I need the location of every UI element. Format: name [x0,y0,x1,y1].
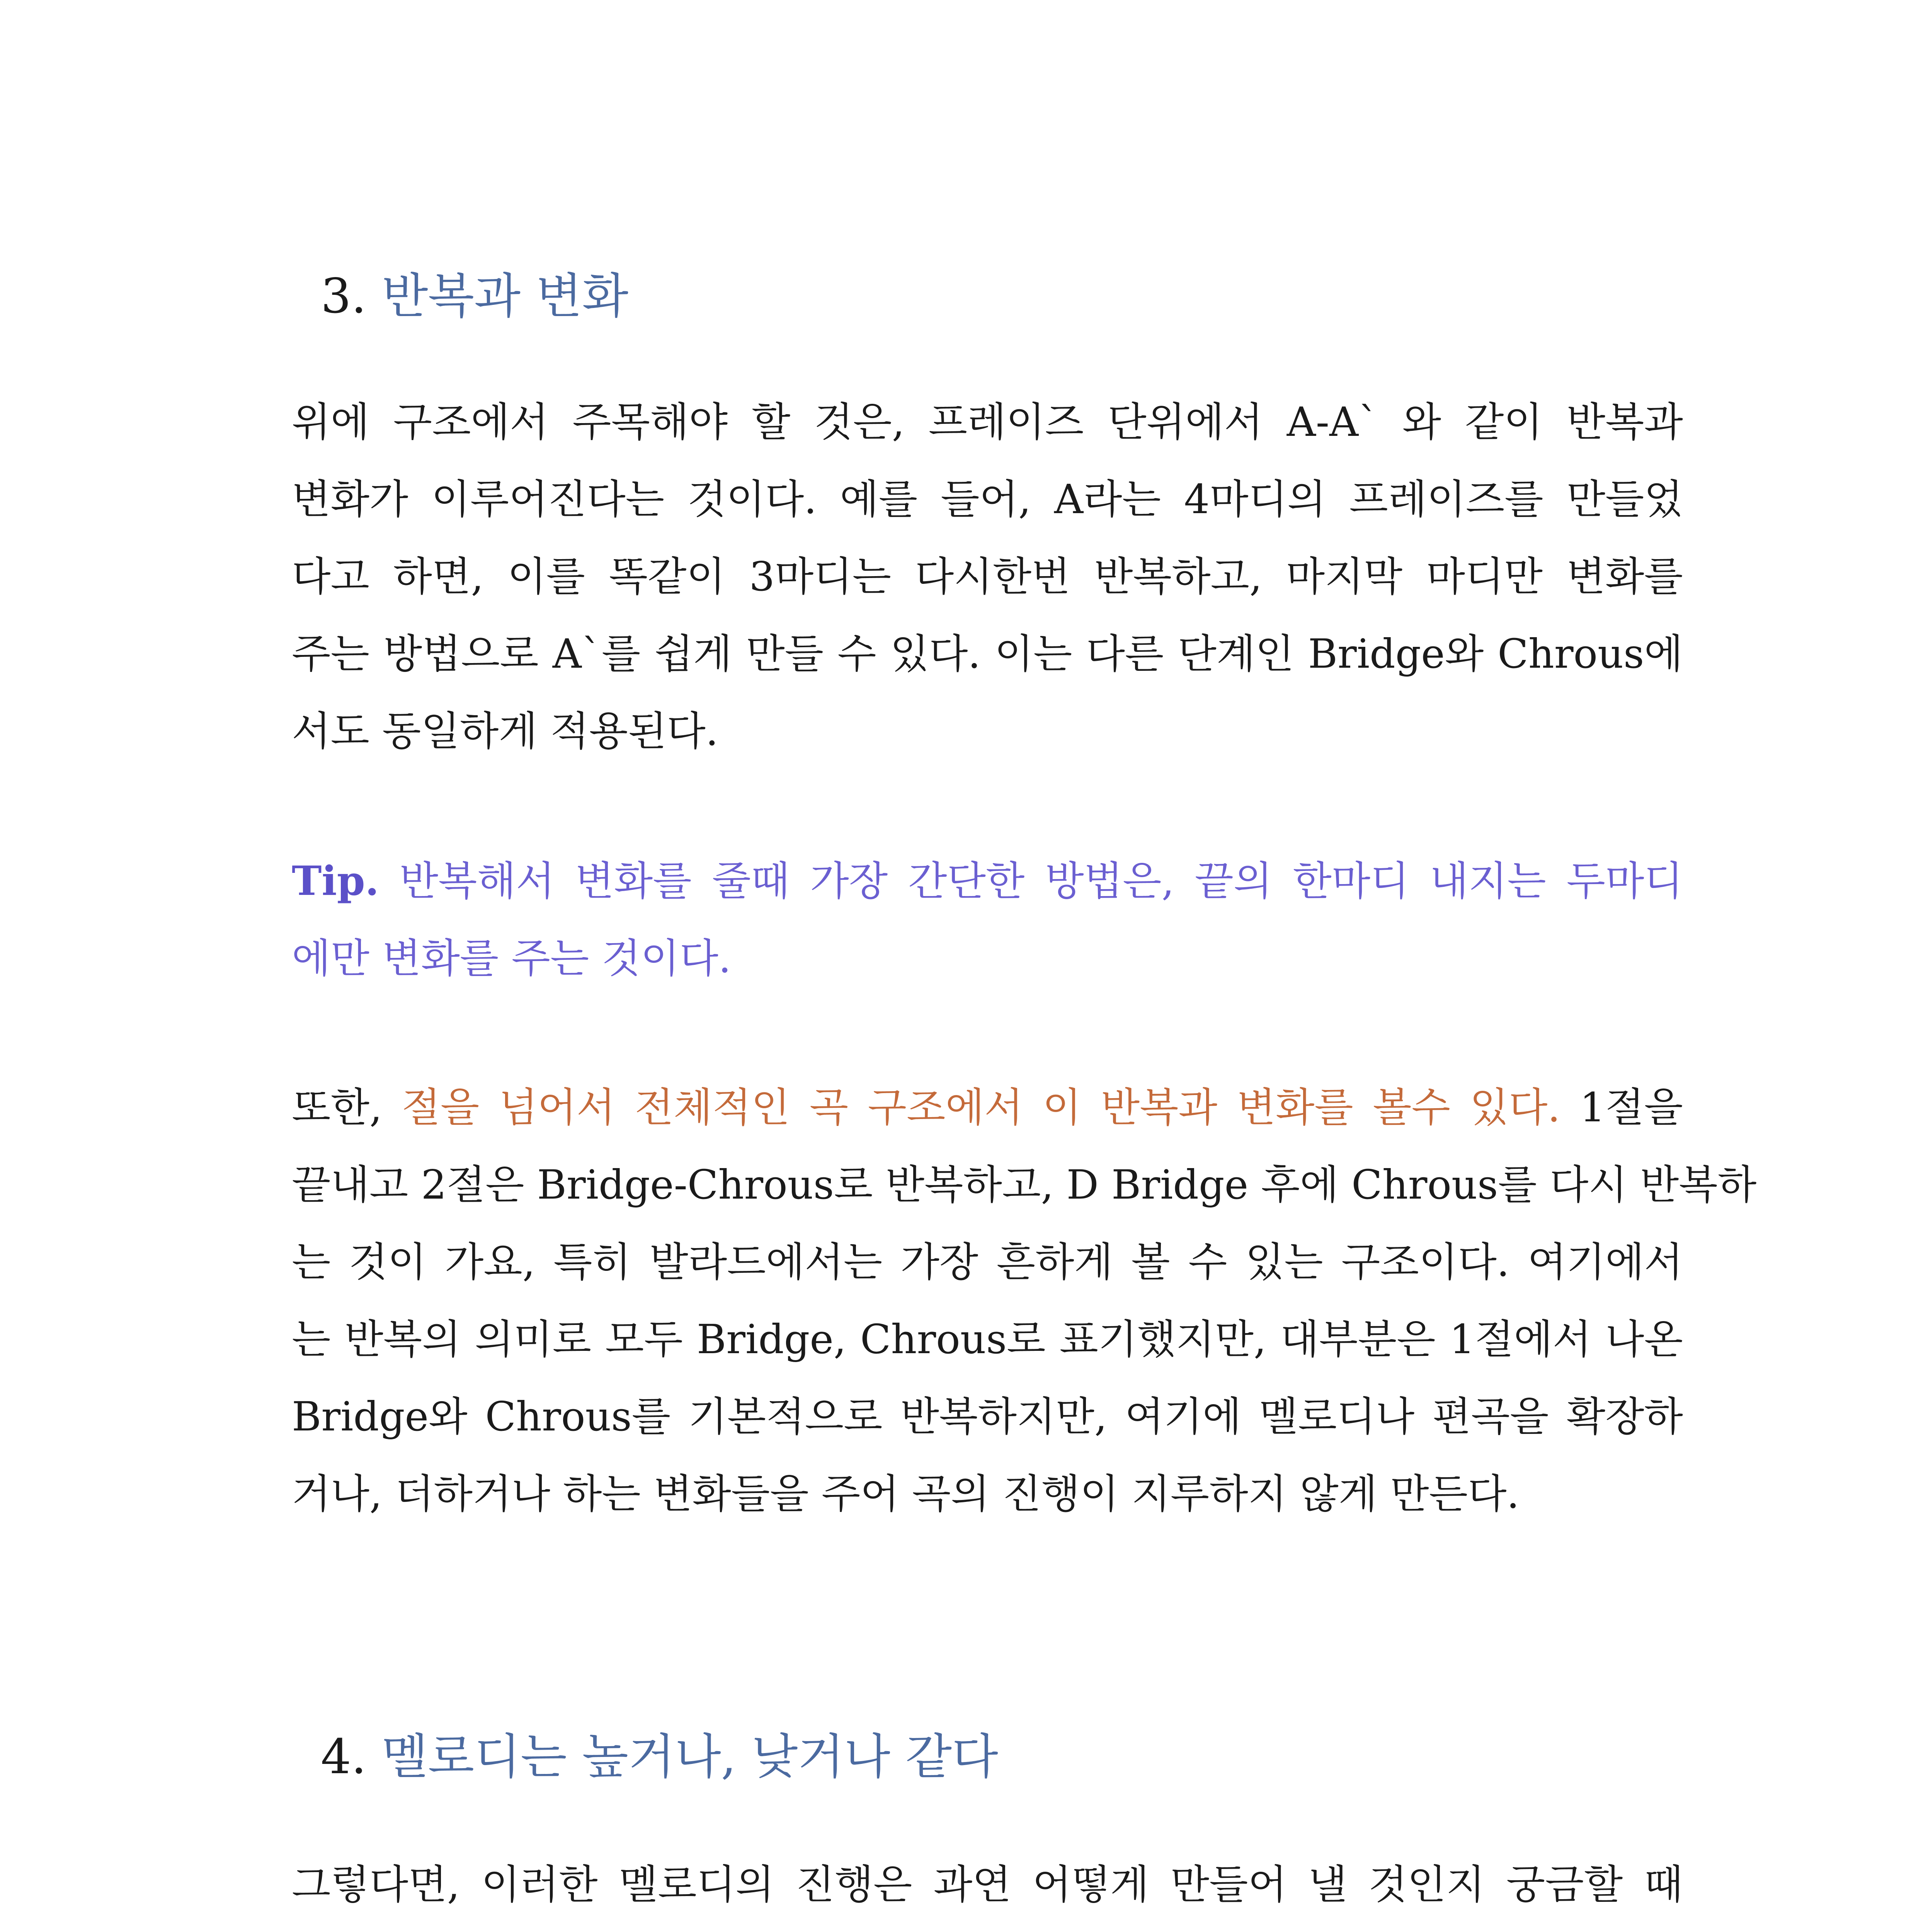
section-number: 4. [321,1729,367,1785]
tip-label: Tip. [292,857,379,905]
section-heading-4 [321,1728,998,1786]
text-line: Bridge와 Chrous를 기본적으로 반복하지만, 여기에 멜로디나 편곡을 확장하 [292,1393,1683,1440]
paragraph-melody [292,1846,1683,1932]
text-line [292,1069,1683,1146]
text-line: 위에 구조에서 주목해야 할 것은, 프레이즈 단위에서 A-A` 와 같이 반복과 [292,398,1683,446]
text-line: 끝내고 2절은 Bridge-Chrous로 반복하고, D Bridge 후에 Chrous를 다시 반복하 [292,1161,1757,1208]
text-line: 거나, 더하거나 하는 변화들을 주어 곡의 진행이 지루하지 않게 만든다. [292,1470,1520,1517]
section-number: 3. [321,268,367,324]
paragraph-song-structure [292,1069,1757,1532]
section-title: 멜로디는 높거나, 낮거나 같다 [381,1729,998,1785]
text-line: 다고 하면, 이를 똑같이 3마디는 다시한번 반복하고, 마지막 마디만 변화를 [292,553,1683,600]
text-line: 주는 방법으로 A`를 쉽게 만들 수 있다. 이는 다른 단계인 Bridge와 Chrous에 [292,630,1683,677]
section-heading-3 [321,268,628,325]
text-line: 서도 동일하게 적용된다. [292,707,718,755]
paragraph-repetition [292,383,1683,770]
text-line: 변화가 이루어진다는 것이다. 예를 들어, A라는 4마디의 프레이즈를 만들었 [292,476,1683,523]
text-line: 는 반복의 의미로 모두 Bridge, Chrous로 표기했지만, 대부분은 1절에서 나온 [292,1316,1683,1363]
text-line: 는 것이 가요, 특히 발라드에서는 가장 흔하게 볼 수 있는 구조이다. 여기에서 [292,1238,1683,1286]
highlighted-text: 절을 넘어서 전체적인 곡 구조에서 이 반복과 변화를 볼수 있다. [402,1084,1560,1131]
tip-paragraph [292,842,1683,997]
text-line: 에만 변화를 주는 것이다. [292,935,731,982]
text-segment: 또한, [292,1084,402,1131]
text-segment: 1절을 [1560,1084,1683,1131]
text-line: 그렇다면, 이러한 멜로디의 진행은 과연 어떻게 만들어 낼 것인지 궁금할 때 [292,1861,1683,1908]
tip-text: 반복해서 변화를 줄때 가장 간단한 방법은, 끝의 한마디 내지는 두마디 [379,857,1683,905]
section-title: 반복과 변화 [381,268,629,324]
text-line [292,842,1683,920]
text-line [292,1923,1683,1932]
